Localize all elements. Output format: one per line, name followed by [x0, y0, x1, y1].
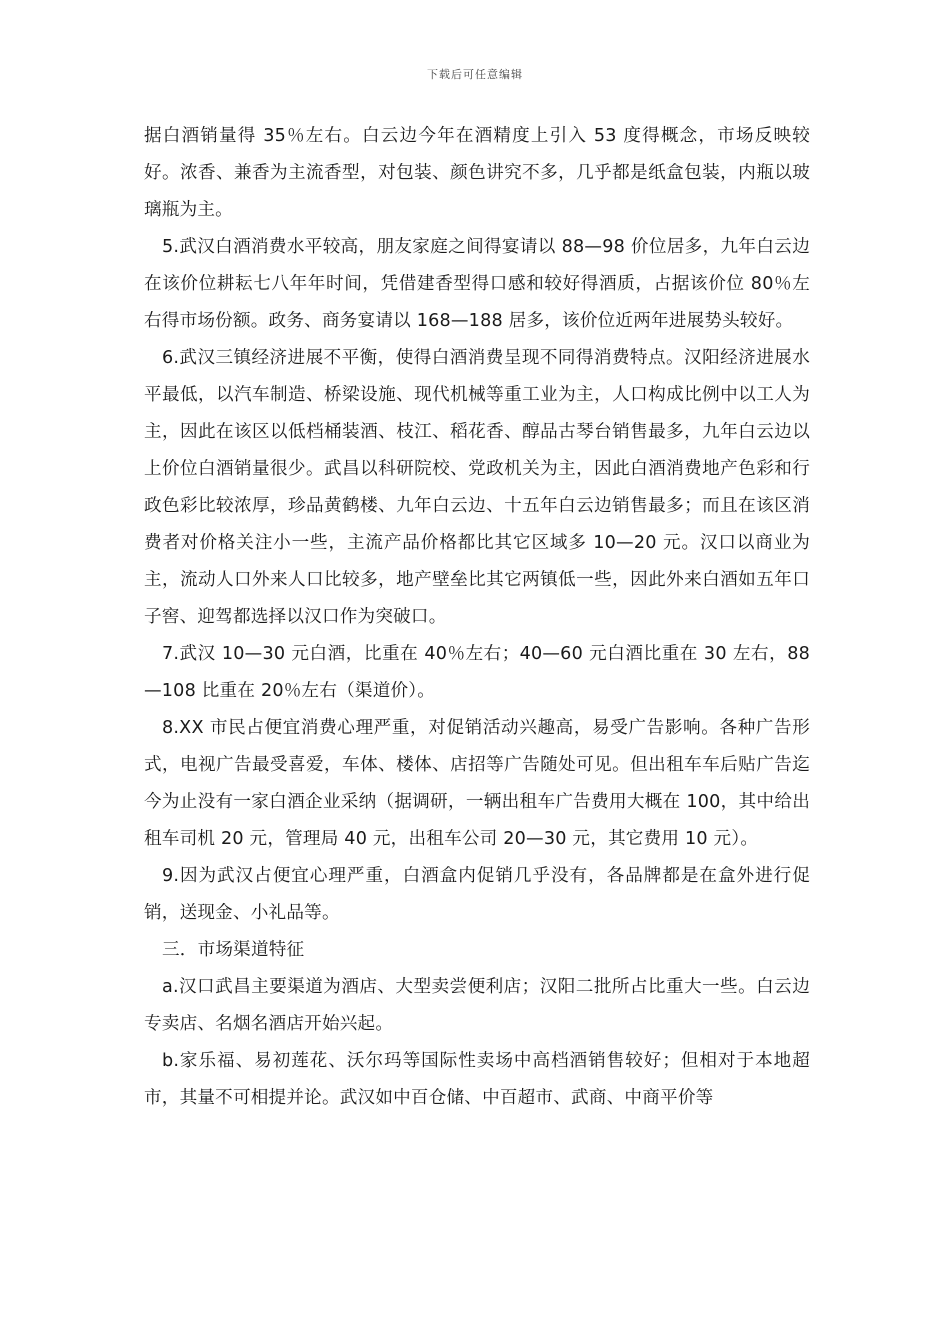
paragraph: 5.武汉白酒消费水平较高，朋友家庭之间得宴请以 88—98 价位居多，九年白云边在该价位耕耘七八年年时间，凭借建香型得口感和较好得酒质，占据该价位 80％左右得市场份额。政务、商务宴请以 168—188 居多，该价位近两年进展势头较好。 [144, 237, 810, 331]
body-text [144, 118, 810, 1117]
paragraph: 据白酒销量得 35％左右。白云边今年在酒精度上引入 53 度得概念，市场反映较好。浓香、兼香为主流香型，对包装、颜色讲究不多，几乎都是纸盒包装，内瓶以玻璃瓶为主。 [144, 126, 810, 220]
paragraph: 8.XX 市民占便宜消费心理严重，对促销活动兴趣高，易受广告影响。各种广告形式，电视广告最受喜爱，车体、楼体、店招等广告随处可见。但出租车车后贴广告迄今为止没有一家白酒企业采纳（据调研，一辆出租车广告费用大概在 100，其中给出租车司机 20 元，管理局 40 元，出租车公司 20—30 元，其它费用 10 元）。 [144, 718, 810, 849]
paragraph: a.汉口武昌主要渠道为酒店、大型卖尝便利店；汉阳二批所占比重大一些。白云边专卖店、名烟名酒店开始兴起。 [144, 977, 810, 1034]
header-note: 下载后可任意编辑 [427, 68, 523, 81]
paragraph: 9.因为武汉占便宜心理严重，白酒盒内促销几乎没有，各品牌都是在盒外进行促销，送现金、小礼品等。 [144, 866, 810, 923]
paragraph: 7.武汉 10—30 元白酒，比重在 40％左右；40—60 元白酒比重在 30 左右，88—108 比重在 20％左右（渠道价）。 [144, 644, 810, 701]
paragraph: b.家乐福、易初莲花、沃尔玛等国际性卖场中高档酒销售较好；但相对于本地超市，其量不可相提并论。武汉如中百仓储、中百超市、武商、中商平价等 [144, 1051, 810, 1108]
section-heading: 三．市场渠道特征 [162, 940, 305, 960]
paragraph: 6.武汉三镇经济进展不平衡，使得白酒消费呈现不同得消费特点。汉阳经济进展水平最低，以汽车制造、桥梁设施、现代机械等重工业为主，人口构成比例中以工人为主，因此在该区以低档桶装酒、枝江、稻花香、醇品古琴台销售最多，九年白云边以上价位白酒销量很少。武昌以科研院校、党政机关为主，因此白酒消费地产色彩和行政色彩比较浓厚，珍品黄鹤楼、九年白云边、十五年白云边销售最多；而且在该区消费者对价格关注小一些，主流产品价格都比其它区域多 10—20 元。汉口以商业为主，流动人口外来人口比较多，地产壁垒比其它两镇低一些，因此外来白酒如五年口子窖、迎驾都选择以汉口作为突破口。 [144, 348, 810, 627]
